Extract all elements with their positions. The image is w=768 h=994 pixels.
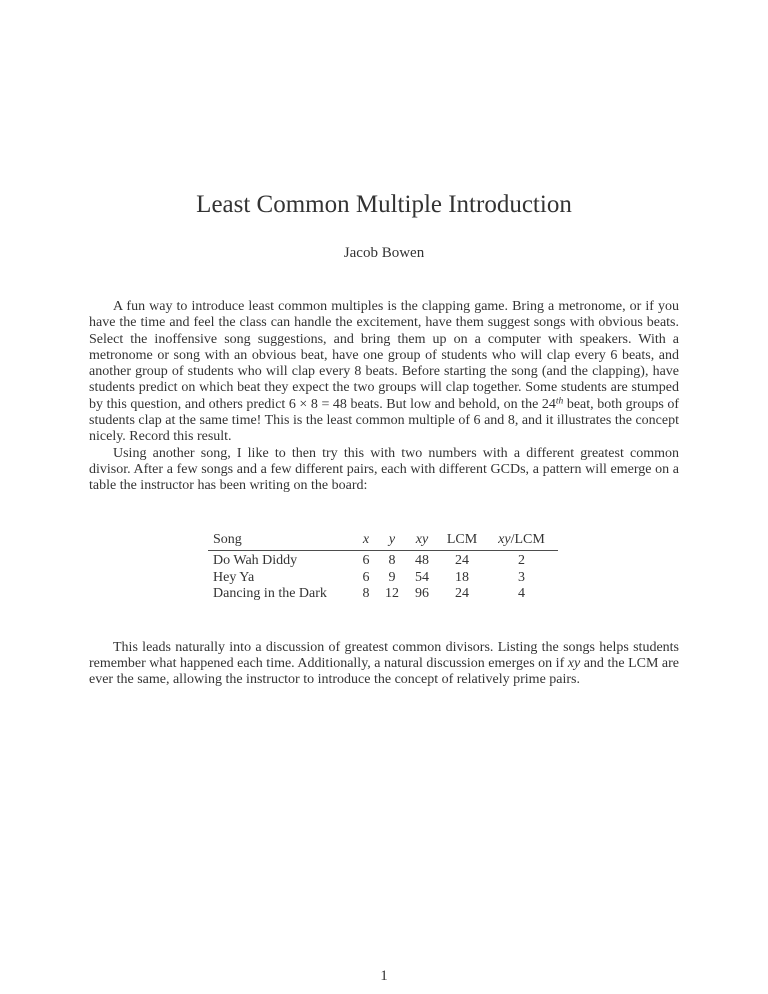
table-header-cell <box>439 532 485 551</box>
text-segment: A fun way to introduce least common multiples is the clapping game. Bring a metronome, or if you have the time and feel the class can handle the excitement, have them suggest songs with obvious beats. Select the inoffensive song suggestions, and bring them up on a computer with speakers. With a metronome or song with an obvious beat, have one group of students who will clap every 6 beats, and another group of students who will clap every 8 beats. Before starting the song (and the clapping), have students predict on which beat they expect the two groups will clap together. Some students are stumped by this question, and others predict 6 × 8 = 48 beats. But low and behold, on the 24 <box>89 299 679 412</box>
text-segment: xy <box>498 531 511 547</box>
text-segment: Song <box>213 531 242 547</box>
table-header-cell <box>405 532 439 551</box>
table-cell: 2 <box>518 553 525 569</box>
text-segment: and the LCM are ever the same, allowing the instructor to introduce the concept of relatively prime pairs. <box>89 655 680 688</box>
text-segment: beat, both groups of students clap at the same time! This is the least common multiple of 6 and 8, and it illustrates the concept nicely. Record this result. <box>89 396 680 445</box>
table-header-cell <box>485 532 558 551</box>
text-segment: xy <box>567 655 581 671</box>
table-row <box>208 551 558 570</box>
table-cell: 6 <box>362 553 370 569</box>
table-cell: 48 <box>415 553 429 569</box>
text-segment: y <box>388 531 396 547</box>
table-cell: 4 <box>518 586 525 602</box>
table-cell: 6 <box>362 569 370 585</box>
document-author: Jacob Bowen <box>343 245 425 261</box>
table-cell: Dancing in the Dark <box>213 586 327 602</box>
page-number: 1 <box>380 968 388 984</box>
table-cell: 12 <box>385 586 399 602</box>
table-cell: Hey Ya <box>213 569 255 585</box>
body-paragraph <box>89 299 679 446</box>
table-row <box>208 570 558 587</box>
table-header-cell <box>208 532 353 551</box>
text-segment: This leads naturally into a discussion of greatest common divisors. Listing the songs helps students remember what happened each time. Additionally, a natural discussion emerges on if <box>89 639 679 671</box>
table-header-row <box>208 532 558 551</box>
table-cell: 54 <box>415 569 429 585</box>
table-row <box>208 586 558 603</box>
table-header-cell <box>379 532 405 551</box>
body-paragraph <box>89 640 679 689</box>
body-text <box>89 299 679 688</box>
text-segment: xy <box>415 531 429 547</box>
table-cell: 8 <box>362 586 370 602</box>
table-header-cell <box>353 532 379 551</box>
table-cell: 24 <box>455 553 469 569</box>
table-cell: Do Wah Diddy <box>213 553 298 569</box>
table-cell: 8 <box>388 553 396 569</box>
text-segment: Using another song, I like to then try this with two numbers with a different greatest common divisor. After a few songs and a few different pairs, each with different GCDs, a pattern will emerge on a table the instructor has been writing on the board: <box>89 445 679 494</box>
table-cell: 24 <box>455 586 469 602</box>
document-title: Least Common Multiple Introduction <box>196 191 572 218</box>
text-segment: /LCM <box>510 531 545 547</box>
songs-table <box>208 532 558 603</box>
text-segment: th <box>555 396 564 407</box>
table-cell: 9 <box>388 569 396 585</box>
table-cell: 3 <box>518 569 525 585</box>
text-segment: x <box>362 531 370 547</box>
table-cell: 96 <box>415 586 429 602</box>
body-paragraph <box>89 446 679 495</box>
table-cell: 18 <box>455 569 469 585</box>
text-segment: LCM <box>446 531 478 547</box>
